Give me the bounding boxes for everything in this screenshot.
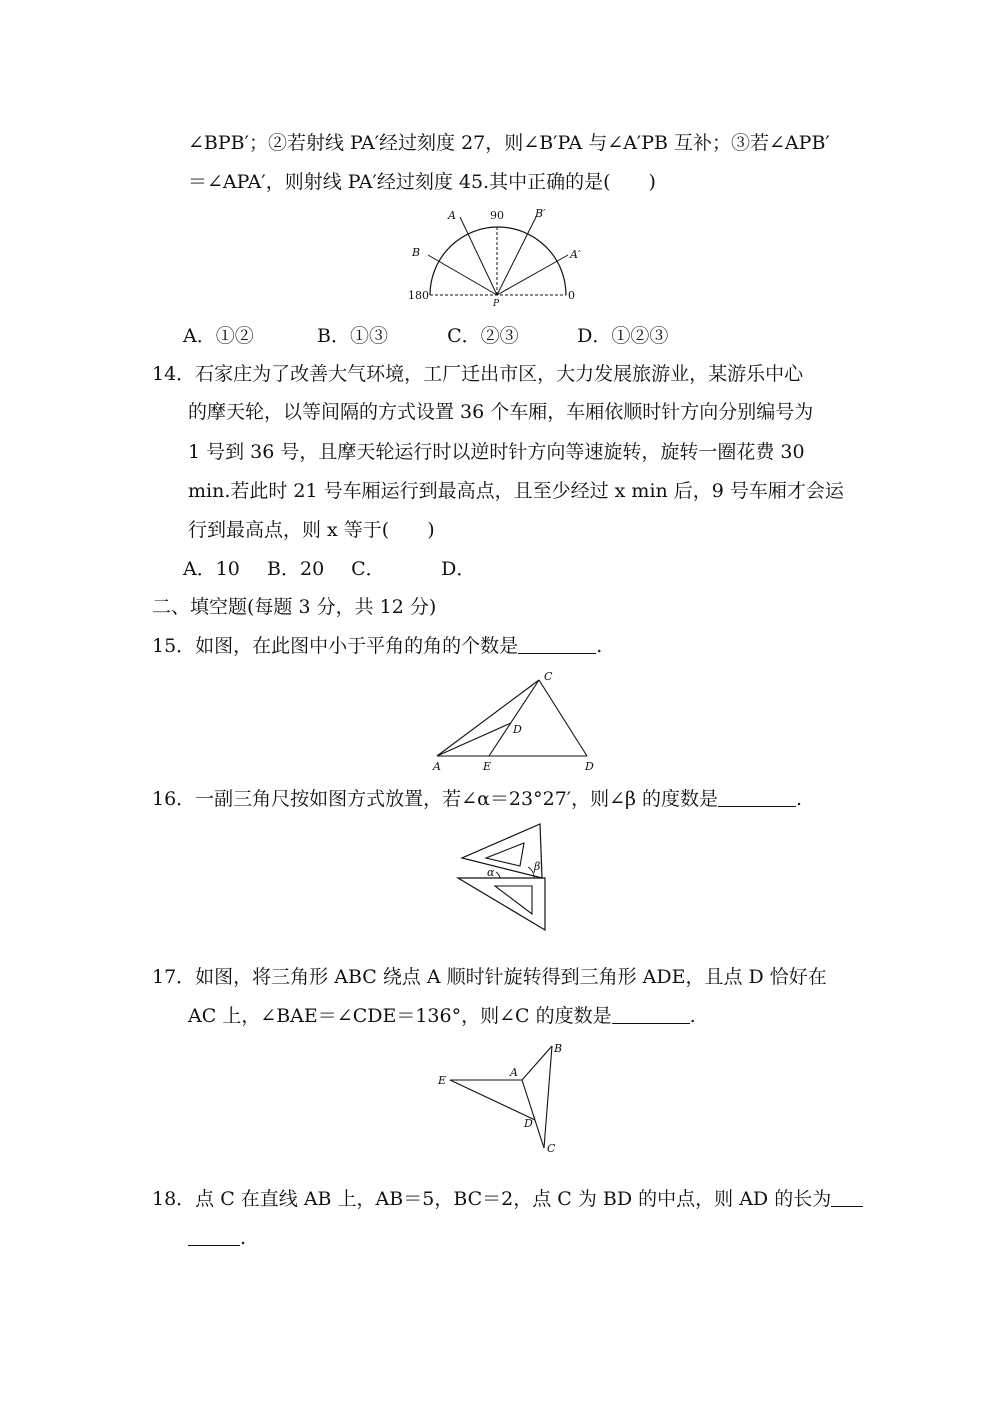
seg-ED [450, 1080, 535, 1120]
triangle-figure-q15 [425, 668, 605, 773]
protractor-arc [430, 227, 566, 295]
q15-text [152, 634, 602, 658]
upper-triangle-inner [486, 843, 524, 866]
label-C: C [547, 1142, 556, 1155]
q13-option-d[interactable]: D．①②③ [577, 325, 669, 347]
q14-option-b[interactable]: B．20 [267, 558, 325, 580]
q15-stem: 15．如图，在此图中小于平角的角的个数是 [152, 635, 519, 657]
ray-PA-prime [497, 255, 568, 295]
q14-option-d[interactable]: D． [441, 558, 476, 580]
label-B: B [554, 1042, 563, 1055]
q13-options [183, 324, 668, 348]
seg-AC [522, 1080, 544, 1148]
label-A-prime: A′ [570, 248, 581, 261]
seg-BC [544, 1046, 552, 1148]
label-D-inner: D [513, 723, 522, 736]
label-B-prime: B′ [535, 207, 546, 220]
q14-options [183, 557, 475, 581]
q14-option-c[interactable]: C． [351, 558, 385, 580]
ray-PB-prime [497, 217, 536, 295]
label-E: E [483, 760, 492, 773]
label-0: 0 [568, 289, 575, 302]
section2-title: 二、填空题(每题 3 分，共 12 分) [152, 596, 437, 618]
label-C: C [544, 670, 553, 683]
q17-answer-blank[interactable] [612, 1005, 690, 1024]
upper-triangle-outer [462, 824, 542, 878]
q14-line5: 行到最高点，则 x 等于( ) [188, 519, 435, 541]
label-90: 90 [490, 209, 504, 222]
q13-option-b[interactable]: B．①③ [317, 325, 389, 347]
lower-triangle-inner [495, 886, 532, 914]
label-D: D [585, 760, 594, 773]
q16-end: . [796, 788, 803, 810]
q17-end: . [689, 1005, 696, 1027]
q18-line1-wrap [152, 1187, 863, 1211]
label-A: A [510, 1066, 518, 1079]
q16-answer-blank[interactable] [718, 788, 796, 807]
ray-PB [428, 255, 497, 295]
q14-option-a[interactable]: A．10 [183, 558, 240, 580]
q18-end: . [240, 1227, 247, 1249]
q14-line3: 1 号到 36 号，且摩天轮运行时以逆时针方向等速旋转，旋转一圈花费 30 [188, 441, 805, 463]
protractor-figure [400, 205, 600, 309]
label-180: 180 [408, 289, 429, 302]
q18-answer-blank-part2[interactable] [188, 1227, 240, 1246]
label-A: A [448, 209, 456, 222]
alpha-arc [496, 872, 500, 878]
q13-option-c[interactable]: C．②③ [447, 325, 519, 347]
label-E: E [438, 1074, 447, 1087]
set-squares-figure [450, 820, 560, 935]
label-D: D [524, 1117, 533, 1130]
q13-line2: ＝∠APA′，则射线 PA′经过刻度 45.其中正确的是( ) [188, 171, 656, 193]
ray-PA [460, 217, 497, 295]
q13-line1: ∠BPB′；②若射线 PA′经过刻度 27，则∠B′PA 与∠A′PB 互补；③若∠APB′ [188, 132, 830, 154]
q15-answer-blank[interactable] [518, 635, 596, 654]
label-P: P [493, 299, 500, 309]
label-alpha: α [487, 866, 495, 879]
seg-CE [489, 680, 539, 756]
seg-AC [437, 680, 539, 756]
seg-AB [522, 1046, 552, 1080]
q17-line2-wrap [188, 1004, 696, 1028]
q14-line1: 14．石家庄为了改善大气环境，工厂迁出市区，大力发展旅游业，某游乐中心 [152, 363, 804, 385]
label-A: A [433, 760, 441, 773]
q16-stem: 16．一副三角尺按如图方式放置，若∠α＝23°27′，则∠β 的度数是 [152, 788, 719, 810]
q18-line1: 18．点 C 在直线 AB 上，AB＝5，BC＝2，点 C 为 BD 的中点，则 AD 的长为 [152, 1188, 832, 1210]
q13-option-a[interactable]: A．①② [183, 325, 254, 347]
q17-line1: 17．如图，将三角形 ABC 绕点 A 顺时针旋转得到三角形 ADE，且点 D 恰好在 [152, 966, 827, 988]
label-B: B [412, 246, 421, 259]
q16-text [152, 787, 802, 811]
q18-line2-wrap [188, 1226, 246, 1250]
rotation-figure [430, 1040, 580, 1160]
q14-line2: 的摩天轮，以等间隔的方式设置 36 个车厢，车厢依顺时针方向分别编号为 [188, 401, 814, 423]
q14-line4: min.若此时 21 号车厢运行到最高点，且至少经过 x min 后，9 号车厢才会运 [188, 480, 844, 502]
q17-line2: AC 上，∠BAE＝∠CDE＝136°，则∠C 的度数是 [188, 1005, 612, 1027]
label-beta: β [534, 860, 541, 873]
q18-answer-blank-part1[interactable] [831, 1188, 863, 1207]
seg-CD [539, 680, 587, 756]
q15-end: . [596, 635, 603, 657]
